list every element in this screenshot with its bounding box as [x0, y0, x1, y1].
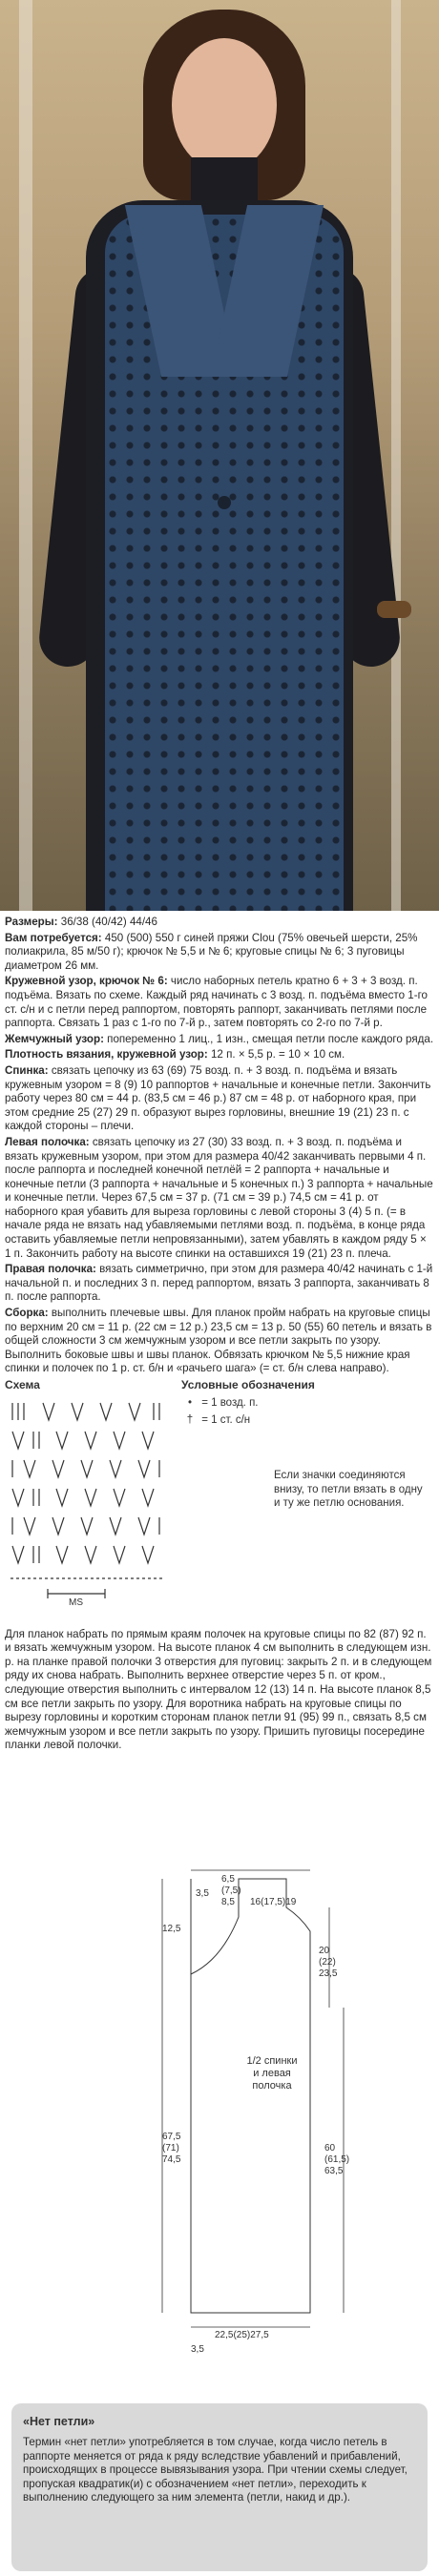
chain-stitch-icon: •	[187, 1397, 193, 1409]
birch-trunk	[19, 0, 32, 911]
legend-dc-text: = 1 ст. с/н	[201, 1414, 251, 1426]
info-box-text: Термин «нет петли» употребляется в том случае, когда число петель в раппорте меняется от ряда к ряду вследствие убавлений и прибавлений, происходящих в процессе вывязывания узора. При чтении схемы следует, пропуская квадратик(и) с обозначением «нет петли», переходить к выполнению следующего за ним элемента (петли, накид и др.).	[23, 2436, 408, 2504]
dim-6-5: 6,5	[221, 1874, 235, 1885]
crochet-scheme-section	[5, 1378, 434, 1612]
pearl-pattern-label: Жемчужный узор:	[5, 1032, 104, 1045]
right-front-value: вязать симметрично, при этом для размера 40/42 начинать с 1-й начальной п. и последних 3 п. перед раппортом, вязать 3 раппорта, заканчивать 8 п. после раппорта.	[5, 1263, 433, 1304]
chart-row	[12, 1432, 154, 1449]
model-face	[172, 38, 277, 172]
legend-dc	[181, 1414, 250, 1426]
legend-title: Условные обозначения	[181, 1378, 315, 1391]
assembly-value: выполнить плечевые швы. Для планок пройм набрать на круговые спицы по верхним 20 см = 11 р. (22 см = 12 р.) 23,5 см = 13 р. 50 (55) 60 петель и вязать в общей сложности 3 см жемчужным узором и все петли закрыть по узору. Выполнить боковые швы и швы планок. Обвязать крючком № 5,5 нижние края спинки и полочек по 1 р. ст. б/н и «рачьего шага» (= ст. б/н слева направо).	[5, 1307, 432, 1375]
dim-71: (71)	[162, 2143, 179, 2154]
density-value: 12 п. × 5,5 р. = 10 × 10 см.	[210, 1048, 345, 1061]
density-label: Плотность вязания, кружевной узор:	[5, 1048, 208, 1061]
sizes-label: Размеры:	[5, 916, 58, 928]
instructions-text	[5, 916, 434, 1376]
birch-trunk	[391, 0, 401, 911]
bracelet	[377, 601, 411, 618]
pattern-shape	[191, 1879, 310, 2313]
dim-16-19: 16(17,5)19	[250, 1897, 297, 1907]
model-photo	[0, 0, 439, 911]
pearl-pattern-value: попеременно 1 лиц., 1 изн., смещая петли после каждого ряда.	[107, 1032, 434, 1045]
dim-22-5-27-5: 22,5(25)27,5	[215, 2330, 269, 2340]
chart-row	[12, 1489, 154, 1506]
dim-23-5: 23,5	[319, 1968, 338, 1979]
double-crochet-icon: †	[186, 1414, 194, 1426]
chart-row	[12, 1460, 159, 1477]
plank-text: Для планок набрать по прямым краям полочек на круговые спицы по 82 (87) 92 п. и вязать жемчужным узором. На высоте планок 4 см выполнить в следующем изн. р. на планке правой полочки 3 отверстия для пуговиц: закрыть 2 п. и в следующем ряду их снова набрать. Выполнить верхнее отверстие через 5 п. от кром., следующие отверстия выполнить с интервалом 12 (13) 14 п. На высоте планок 8,5 см все петли закрыть по узору. Для воротника набрать на круговые спицы по вырезу горловины и коротким сторонам планок петли 91 (95) 99 п., связать 8,5 см жемчужным узором и все петли закрыть по узору. Пришить пуговицы посередине планки левой полочки.	[5, 1627, 432, 1752]
dim-20: 20	[319, 1946, 330, 1956]
vest-button	[218, 496, 231, 509]
chart-symbols	[10, 1403, 163, 1598]
dim-60: 60	[324, 2143, 336, 2154]
dim-61-5: (61,5)	[324, 2154, 350, 2165]
chart-row	[12, 1403, 159, 1420]
left-front-value: связать цепочку из 27 (30) 33 возд. п. + 3 возд. п. подъёма и вязать кружевным узором, при этом для размера 40/42 заканчивать первыми 4 п. после раппорта и последней конечной петлёй = 2 раппорта + начальные и конечные петли (3 раппорта + начальные и 5 конечных п.) 3 раппорта + начальные и конечные петли. Через 67,5 см = 37 р. (71 см = 39 р.) 74,5 см = 41 р. от наборного края убавить для выреза горловины с левой стороны 3 (4) 5 п. (= в начале ряда не вязать над убавляемыми петлями возд. п. подъёма, в конце ряда оставить убавляемые петли непровязанными), затем убавлять в каждом ряду 5 × 1 п. Закончить работу на высоте спинки на оставшихся 19 (21) 23 п. плеча.	[5, 1135, 433, 1260]
lace-pattern-value: число наборных петель кратно 6 + 3 + 3 возд. п. подъёма. Вязать по схеме. Каждый ряд начинать с 3 возд. п. подъёма вместо 1-го ст. с/н и с петли перед раппортом, повторять раппорт, заканчивать петлями после раппорта. Связать 1 раз с 1-го по 7-й р., затем повторять со 2-го по 7-й р.	[5, 975, 428, 1030]
repeat-label: MS	[69, 1597, 83, 1608]
pattern-outline	[0, 1865, 439, 2370]
materials-label: Вам потребуется:	[5, 931, 102, 944]
dim-22: (22)	[319, 1957, 336, 1968]
dim-12-5: 12,5	[162, 1924, 181, 1934]
crochet-chart	[5, 1395, 172, 1610]
pattern-center-label: 1/2 спинки и левая полочка	[246, 2055, 298, 2092]
dim-8-5: 8,5	[221, 1897, 235, 1907]
chart-row	[12, 1546, 154, 1563]
dim-67-5: 67,5	[162, 2132, 181, 2142]
dim-63-5: 63,5	[324, 2166, 344, 2176]
pattern-diagram	[0, 1865, 439, 2370]
no-stitch-info-box	[11, 2403, 428, 2571]
legend-chain	[181, 1397, 259, 1409]
back-value: связать цепочку из 63 (69) 75 возд. п. + 3 возд. п. подъёма и вязать кружевным узором = 8 (9) 10 раппортов + начальные и конечные петли. Закончить работу через 80 см = 44 р. (83,5 см = 46 р.) 87 см = 48 р. от наборного края, при этом средние 25 (27) 29 п. образуют вырез горловины, внешние 19 (21) 23 п. с каждой стороны – плечи.	[5, 1063, 431, 1133]
chart-row	[12, 1517, 159, 1535]
dim-bottom-3-5: 3,5	[191, 2344, 204, 2355]
back-label: Спинка:	[5, 1063, 49, 1077]
dim-7-5: (7,5)	[221, 1886, 241, 1896]
scheme-title: Схема	[5, 1378, 40, 1391]
assembly-label: Сборка:	[5, 1307, 49, 1320]
plank-instructions	[5, 1617, 434, 1764]
sizes-value: 36/38 (40/42) 44/46	[60, 916, 157, 928]
left-front-label: Левая полочка:	[5, 1135, 90, 1148]
dim-3-5: 3,5	[196, 1888, 209, 1899]
right-front-label: Правая полочка:	[5, 1263, 96, 1276]
dim-74-5: 74,5	[162, 2154, 181, 2165]
legend-chain-text: = 1 возд. п.	[201, 1397, 259, 1409]
materials-value: 450 (500) 550 г синей пряжи Clou (75% овечьей шерсти, 25% полиакрила, 85 м/50 г); крючок № 5,5 и № 6; круговые спицы № 6; 3 пуговицы диаметром 26 мм.	[5, 931, 418, 972]
lace-pattern-label: Кружевной узор, крючок № 6:	[5, 975, 168, 988]
legend-note: Если значки соединяются внизу, то петли вязать в одну и ту же петлю основания.	[274, 1470, 423, 1510]
info-box-title: «Нет петли»	[23, 2415, 95, 2428]
